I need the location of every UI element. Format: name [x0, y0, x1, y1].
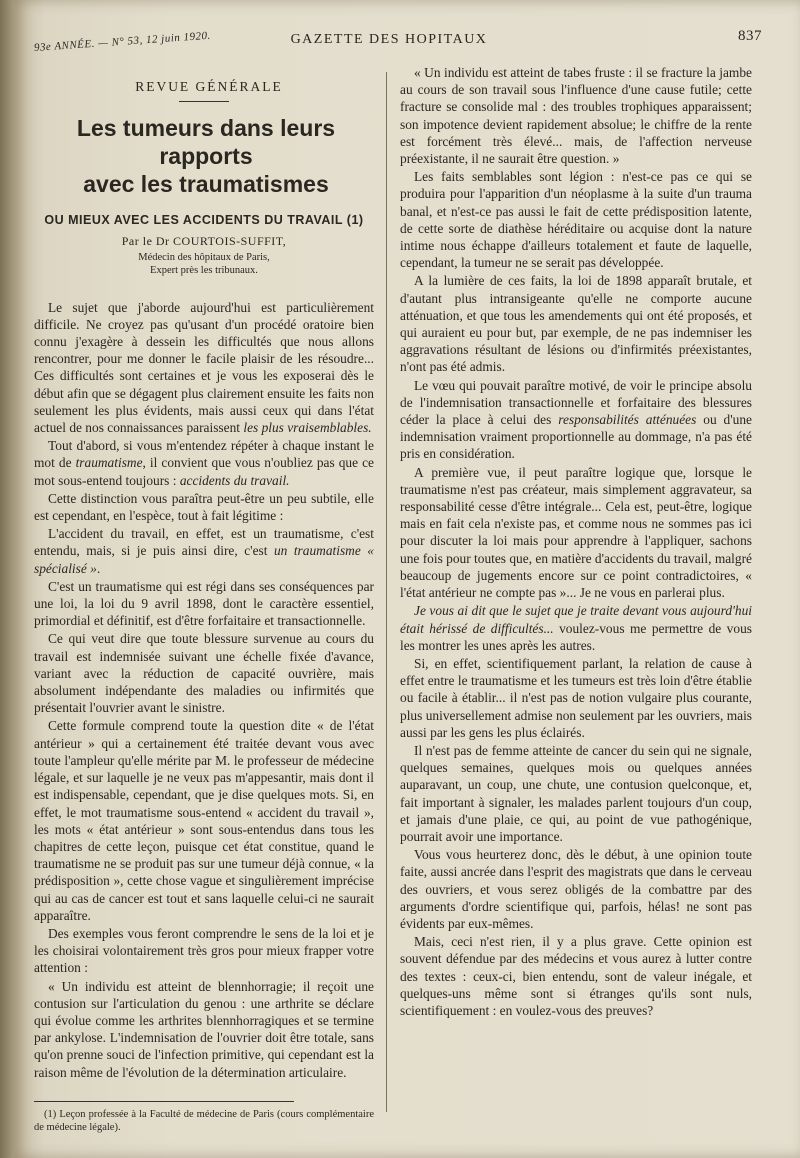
paragraph: « Un individu est atteint de blennhorragie; il reçoit une contusion sur l'articulation du genou : une arthrite se déclare qui évolue comme les arthrites blennhorragiques et se termine par ankylose. L'indemnisation de l'ouvrier doit être totale, sans qu'on prenne souci de l'infection primitive, qui cependant est la raison même de l'évolution de la détermination articulaire. [34, 978, 374, 1080]
italic-text: un traumatisme « spécialisé » [34, 543, 374, 576]
paragraph: Des exemples vous feront comprendre le sens de la loi et je les choisirai volontairement très gros pour mieux frapper votre attention : [34, 925, 374, 976]
paragraph [34, 525, 374, 577]
footnote-rule [34, 1101, 294, 1102]
paragraph: Ce qui veut dire que toute blessure survenue au cours du travail est indemnisée suivant une échelle fixée d'avance, variant avec la réduction de capacité ouvrière, mais absolument indépendante des maladies ou infirmités que présentait l'ouvrier avant le sinistre. [34, 631, 374, 716]
title-line-2: avec les traumatismes [83, 171, 329, 198]
paragraph-text: . [96, 560, 101, 576]
author-affiliation [34, 251, 374, 277]
newspaper-page [14, 0, 800, 1158]
article-title [38, 114, 374, 198]
article-subtitle: OU MIEUX AVEC LES ACCIDENTS DU TRAVAIL (1) [44, 213, 364, 228]
paragraph: A la lumière de ces faits, la loi de 1898 apparaît brutale, et d'autant plus intransigeante qu'elle ne comporte aucune atténuation, et que tous les amendements qui ont été proposés, et qui auraient eu pour but, par exemple, de ne pas indemniser les aggravations résultant de lésions ou d'infirmités préexistantes, n'ont pas été admis. [400, 273, 752, 375]
page-header [33, 28, 762, 58]
paragraph: Il n'est pas de femme atteinte de cancer du sein qui ne signale, quelques semaines, quelques mois ou quelques années auparavant, un coup, une chute, une contusion quelconque, et, fait important à signaler, les malades parlent toujours d'un coup, et jamais d'une plaie, ce qui, au point de vue pathogénique, pourrait avoir une importance. [400, 742, 752, 844]
paragraph: A première vue, il peut paraître logique que, lorsque le traumatisme n'est pas créateur, mais simplement aggravateur, sa responsabilité cesse d'être intégrale... Cela est, peut-être, logique mais en fait cela n'existe pas, et comme nous ne sommes pas ici pour discuter la loi mais pour apprendre à l'appliquer, sachons une fois pour toutes que, en matière d'accidents du travail, malgré beaucoup de jugements encore sur ce point contradictoires, « l'état antérieur ne compte pas »... Je ne vous en parlerai plus. [400, 464, 752, 601]
paragraph: Les faits semblables sont légion : n'est-ce pas ce qui se produira pour l'apparition d'un néoplasme à la suite d'un trauma banal, et n'est-ce pas aussi le fait de cette prédisposition latente, de cette sorte de diathèse héréditaire ou acquise dont la nature intime nous échappe d'ailleurs totalement et faute de laquelle, cependant, la tumeur ne se serait pas développée. [400, 169, 752, 271]
issue-info: 93e ANNÉE. — N° 53, 12 juin 1920. [33, 29, 212, 54]
italic-text: accidents du travail. [179, 472, 290, 488]
paragraph [34, 299, 374, 437]
paragraph: C'est un traumatisme qui est régi dans ses conséquences par une loi, la loi du 9 avril 1898, dont le caractère essentiel, primordial et définitif, est d'être forfaitaire et transactionnelle. [34, 578, 374, 629]
paragraph: Si, en effet, scientifiquement parlant, la relation de cause à effet entre le traumatisme et les tumeurs est très loin d'être établie ou facile à établir... il n'est pas de notion vulgaire plus courante, plus universellement admise non seulement par les ouvriers, mais aussi par les gens les plus éclairés. [400, 655, 752, 740]
right-column [400, 64, 752, 1019]
paragraph: Vous vous heurterez donc, dès le début, à une opinion toute faite, aussi ancrée dans l'esprit des magistrats que dans le cerveau des ouvriers, et vous serez obligés de la combattre par des arguments d'ordre scientifique qui, parfois, hélas! ne sont pas évidents par eux-mêmes. [400, 847, 752, 931]
italic-text: responsabilités atténuées [558, 412, 697, 428]
paragraph-text: Le vœu qui pouvait paraître motivé, de voir le principe absolu de l'indemnisation transactionnelle et forfaitaire des blessures céder la place à celui des [400, 377, 752, 428]
paragraph-text: voulez-vous me permettre de vous les montrer les unes après les autres. [400, 620, 752, 653]
paragraph [34, 437, 374, 489]
publication-title: GAZETTE DES HOPITAUX [290, 32, 488, 47]
section-heading: REVUE GÉNÉRALE [135, 79, 283, 94]
paragraph: Cette formule comprend toute la question dite « de l'état antérieur » qui a certainement été traitée devant vous avec toute l'ampleur qu'elle mérite par M. le professeur de médecine légale, et sur laquelle je ne veux pas m'appesantir, mais dont il est indispensable, cependant, que je dise quelques mots. Si, en effet, le mot traumatisme sous-entend « accident du travail », les mots « état antérieur » sont sous-entendus dans tous les chapitres de cette leçon, puisque cet état constitue, quand le traumatisme ne se produit pas sur une tumeur déjà connue, « la prédisposition », cette chose vague et singulièrement imprécise qui au cas de cancer est tout et sans laquelle celui-ci ne saurait apparaître. [34, 718, 374, 923]
paragraph [400, 602, 752, 654]
italic-text: les plus vraisemblables. [243, 420, 372, 436]
footnote: (1) Leçon professée à la Faculté de médecine de Paris (cours complémentaire de médecine légale). [34, 1108, 374, 1133]
paragraph-text: , il convient que vous n'oubliez pas que ce mot sous-entend toujours : [34, 455, 374, 488]
page-number: 837 [738, 28, 762, 44]
left-column [34, 72, 374, 1134]
paragraph-text: Tout d'abord, si vous m'entendez répéter à chaque instant le mot de [34, 438, 374, 471]
book-binding [0, 0, 14, 1158]
italic-text: Je vous ai dit que le sujet que je traite devant vous aujourd'hui était hérissé de difficultés... [400, 603, 752, 636]
paragraph-text: L'accident du travail, en effet, est un traumatisme, c'est entendu, mais, si je puis ainsi dire, c'est [34, 526, 374, 559]
paragraph [400, 377, 752, 463]
column-divider [386, 72, 387, 1112]
title-line-1: Les tumeurs dans leurs rapports [76, 115, 336, 170]
paragraph: Mais, ceci n'est rien, il y a plus grave. Cette opinion est souvent défendue par des médecins et vous aurez à lutter contre des textes : ceux-ci, bien entendu, sont de valeur inégale, et quelques-uns même sont si étranges qu'ils sont nuls, scientifiquement : en voulez-vous des preuves? [400, 934, 752, 1018]
affiliation-line-1: Médecin des hôpitaux de Paris, [138, 251, 270, 263]
paragraph: « Un individu est atteint de tabes fruste : il se fracture la jambe au cours de son travail sous l'influence d'une cause futile; cette fracture se consolide mal : des troubles trophiques apparaissent; son impotence devient rapidement absolue; le chiffre de la rente est forcément très élevé... mais, de l'affection nerveuse préexistante, il ne saurait être question. » [400, 65, 752, 167]
section-rule [179, 101, 229, 102]
affiliation-line-2: Expert près les tribunaux. [150, 264, 258, 276]
italic-text: traumatisme [75, 455, 143, 471]
paragraph-text: ou d'une indemnisation vraiment proportionnelle au dommage, n'a pas été pris en considération. [400, 412, 753, 462]
author-byline: Par le Dr COURTOIS-SUFFIT, [121, 234, 287, 249]
paragraph-text: Le sujet que j'aborde aujourd'hui est particulièrement difficile. Ne croyez pas qu'usant d'un procédé oratoire bien connu j'exagère à dessein les difficultés que nous allons rencontrer, pour me donner le facile plaisir de les résoudre... Ces difficultés sont certaines et je vous les exposerai dès le début afin que se dégagent plus clairement ensuite les faits non seulement les plus évidents, mais aussi ceux qui dans l'état actuel de nos connaissances paraissent [34, 299, 374, 436]
paragraph: Cette distinction vous paraîtra peut-être un peu subtile, elle est cependant, en l'espèce, tout à fait légitime : [34, 490, 374, 524]
